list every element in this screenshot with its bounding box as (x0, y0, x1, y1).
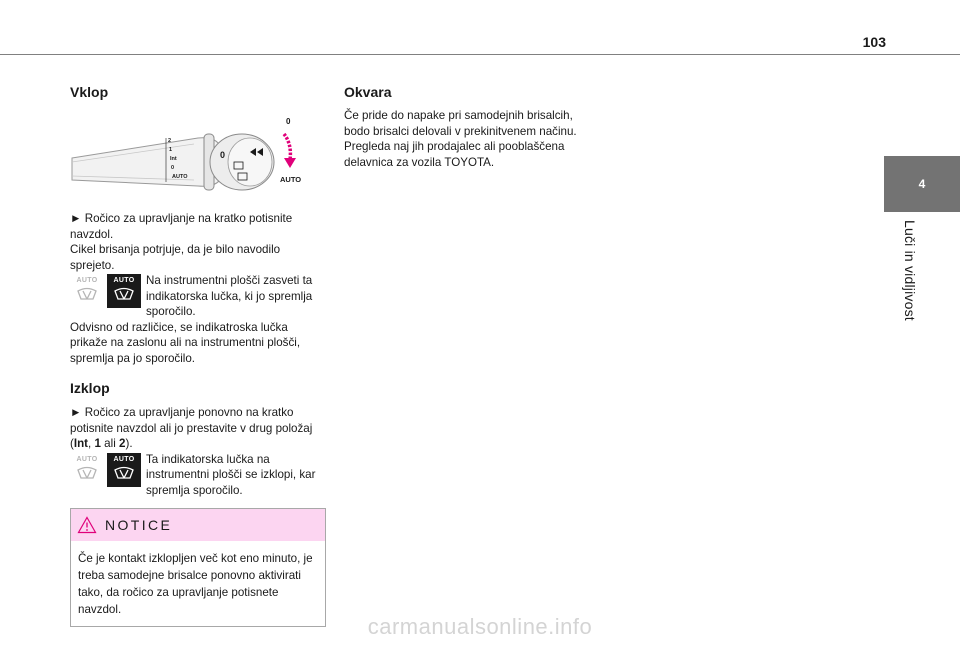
notice-title: NOTICE (105, 517, 173, 533)
wiper-stalk-illustration (70, 114, 310, 196)
notice-body: Če je kontakt izklopljen več kot eno minuto, je treba samodejne brisalce ponovno aktivirati tako, da ročico za upravljanje potisnete navzdol. (78, 552, 313, 616)
section-heading-vklop: Vklop (70, 84, 109, 100)
chapter-number: 4 (918, 177, 926, 191)
header-rule (0, 54, 960, 55)
stalk-label-1: 1 (169, 147, 173, 153)
right-column (344, 84, 594, 170)
auto-wiper-on-icon: AUTO (107, 274, 141, 308)
stalk-label-auto: AUTO (172, 174, 188, 180)
vklop-step: ► Ročico za upravljanje na kratko potisnite navzdol. (70, 212, 293, 241)
section-heading-izklop: Izklop (70, 380, 110, 396)
arrow-label-0: 0 (286, 117, 291, 126)
ring-label-0: 0 (220, 150, 226, 160)
notice-header (71, 509, 325, 541)
push-down-arrow-icon (284, 158, 296, 168)
okvara-text: Če pride do napake pri samodejnih brisalcih, bodo brisalci delovali v prekinitvenem načinu. Pregleda naj jih prodajalec ali pooblaščena delavnica za vozila TOYOTA. (344, 109, 577, 169)
left-column (70, 84, 326, 627)
stalk-label-int: Int (170, 156, 177, 162)
stalk-label-0: 0 (171, 165, 175, 171)
chapter-tab[interactable] (884, 156, 960, 212)
auto-wiper-off-icon: AUTO (70, 453, 104, 487)
notice-box (70, 508, 326, 627)
vklop-indicator-text: Na instrumentni plošči zasveti ta indikatorska lučka, ki jo spremlja sporočilo. (146, 274, 313, 318)
watermark: carmanualsonline.info (367, 614, 593, 639)
izklop-icon-pair (70, 453, 141, 487)
vklop-variant-note: Odvisno od različice, se indikatroska lučka prikaže na zaslonu ali na instrumentni plošči, spremlja pa jo sporočilo. (70, 320, 301, 365)
izklop-step: ► Ročico za upravljanje ponovno na kratko potisnite navzdol ali jo prestavite v drug položaj (Int, 1 ali 2). (70, 406, 313, 450)
stalk-label-2: 2 (168, 138, 172, 144)
arrow-label-auto: AUTO (280, 175, 302, 184)
warning-triangle-icon (77, 516, 97, 534)
izklop-indicator-line (70, 452, 326, 499)
chapter-title: Luči in vidljivost (902, 220, 918, 321)
page-number: 103 (862, 34, 886, 50)
section-heading-okvara: Okvara (344, 84, 392, 100)
vklop-indicator-line (70, 273, 326, 320)
auto-wiper-off-icon: AUTO (70, 274, 104, 308)
vklop-confirmation: Cikel brisanja potrjuje, da je bilo navodilo sprejeto. (70, 243, 281, 272)
auto-wiper-on-icon: AUTO (107, 453, 141, 487)
vklop-icon-pair (70, 274, 141, 308)
izklop-indicator-text: Ta indikatorska lučka na instrumentni plošči se izklopi, kar spremlja sporočilo. (146, 452, 316, 497)
